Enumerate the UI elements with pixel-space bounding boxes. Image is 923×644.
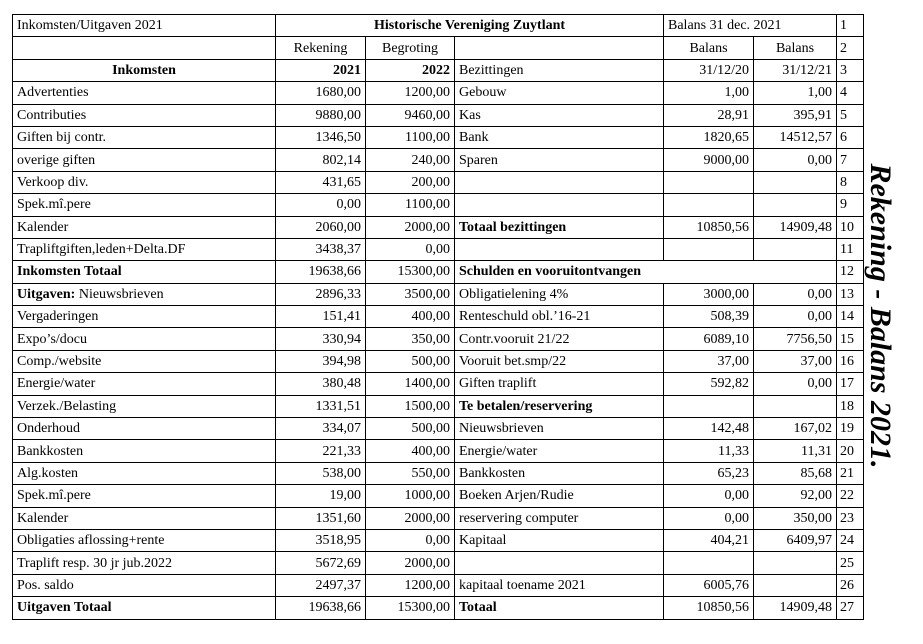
- header-row-1: [13, 15, 864, 37]
- budget-2022: 1100,00: [366, 194, 455, 216]
- row-number: 17: [837, 373, 864, 395]
- balance-2020: 65,23: [664, 462, 754, 484]
- row-label: Verkoop div.: [13, 171, 276, 193]
- table-row: [13, 574, 864, 596]
- actual-2021: 2060,00: [276, 216, 366, 238]
- balans-label-2: Balans: [754, 37, 837, 59]
- row-number: 26: [837, 574, 864, 596]
- row-number: 12: [837, 261, 864, 283]
- table-row: [13, 440, 864, 462]
- actual-2021: 1351,60: [276, 507, 366, 529]
- balance-2021: 14909,48: [754, 597, 837, 619]
- balance-2020: 404,21: [664, 529, 754, 551]
- row-label: Contributies: [13, 104, 276, 126]
- balance-2020: 1820,65: [664, 126, 754, 148]
- row-label: Alg.kosten: [13, 462, 276, 484]
- balance-2021: [754, 395, 837, 417]
- balance-2021: 0,00: [754, 306, 837, 328]
- budget-2022: 15300,00: [366, 597, 455, 619]
- row-number: 6: [837, 126, 864, 148]
- table-row: [13, 82, 864, 104]
- row-label: Traplift resp. 30 jr jub.2022: [13, 552, 276, 574]
- side-title-svg: [853, 14, 919, 619]
- balance-2021: 0,00: [754, 283, 837, 305]
- table-row: [13, 529, 864, 551]
- budget-2022: 2000,00: [366, 507, 455, 529]
- budget-2022: 1400,00: [366, 373, 455, 395]
- balance-2020: 0,00: [664, 507, 754, 529]
- row-number: 10: [837, 216, 864, 238]
- row-label: Comp./website: [13, 350, 276, 372]
- balance-2021: [754, 238, 837, 260]
- balance-label: Totaal: [455, 597, 664, 619]
- actual-2021: 380,48: [276, 373, 366, 395]
- balance-2020: 592,82: [664, 373, 754, 395]
- balance-2021: [754, 194, 837, 216]
- actual-2021: 3518,95: [276, 529, 366, 551]
- balance-2021: 14512,57: [754, 126, 837, 148]
- budget-2022: 2000,00: [366, 552, 455, 574]
- balance-label: Energie/water: [455, 440, 664, 462]
- balance-label: Kas: [455, 104, 664, 126]
- row-label: Energie/water: [13, 373, 276, 395]
- table-row: [13, 171, 864, 193]
- actual-2021: 2896,33: [276, 283, 366, 305]
- balance-label: Sparen: [455, 149, 664, 171]
- row-label: Uitgaven Totaal: [13, 597, 276, 619]
- year-budget: 2022: [366, 59, 455, 81]
- balance-label: Boeken Arjen/Rudie: [455, 485, 664, 507]
- row-label: overige giften: [13, 149, 276, 171]
- balance-2020: 28,91: [664, 104, 754, 126]
- table-row: [13, 328, 864, 350]
- balance-2021: 92,00: [754, 485, 837, 507]
- actual-2021: 0,00: [276, 194, 366, 216]
- balance-label: Contr.vooruit 21/22: [455, 328, 664, 350]
- balance-label: [455, 194, 664, 216]
- balance-2021: 6409,97: [754, 529, 837, 551]
- actual-2021: 431,65: [276, 171, 366, 193]
- balance-2020: 6089,10: [664, 328, 754, 350]
- balance-label: reservering computer: [455, 507, 664, 529]
- balance-2020: 10850,56: [664, 597, 754, 619]
- row-label: Giften bij contr.: [13, 126, 276, 148]
- balance-2020: [664, 194, 754, 216]
- bezittingen-heading: Bezittingen: [455, 59, 664, 81]
- table-row: [13, 373, 864, 395]
- row-label: Inkomsten Totaal: [13, 261, 276, 283]
- actual-2021: 5672,69: [276, 552, 366, 574]
- table-row: [13, 126, 864, 148]
- row-number: 13: [837, 283, 864, 305]
- balance-2020: [664, 395, 754, 417]
- row-number: 24: [837, 529, 864, 551]
- balance-2020: 142,48: [664, 418, 754, 440]
- actual-2021: 538,00: [276, 462, 366, 484]
- balance-label: [455, 238, 664, 260]
- balance-2020: 508,39: [664, 306, 754, 328]
- table-row: [13, 418, 864, 440]
- actual-2021: 9880,00: [276, 104, 366, 126]
- balance-2021: 85,68: [754, 462, 837, 484]
- rekening-label: Rekening: [276, 37, 366, 59]
- budget-2022: 1500,00: [366, 395, 455, 417]
- actual-2021: 802,14: [276, 149, 366, 171]
- table-row: [13, 238, 864, 260]
- row-label: Expo’s/docu: [13, 328, 276, 350]
- row-number: 1: [837, 15, 864, 37]
- balance-2021: 14909,48: [754, 216, 837, 238]
- row-label: Spek.mî.pere: [13, 485, 276, 507]
- balance-label: kapitaal toename 2021: [455, 574, 664, 596]
- row-number: 18: [837, 395, 864, 417]
- table-row: [13, 194, 864, 216]
- corner-label: Inkomsten/Uitgaven 2021: [13, 15, 276, 37]
- balance-2021: 0,00: [754, 373, 837, 395]
- row-label: Verzek./Belasting: [13, 395, 276, 417]
- budget-2022: 550,00: [366, 462, 455, 484]
- budget-2022: 9460,00: [366, 104, 455, 126]
- row-label: Bankkosten: [13, 440, 276, 462]
- actual-2021: 334,07: [276, 418, 366, 440]
- balans-label-1: Balans: [664, 37, 754, 59]
- balance-2020: [664, 238, 754, 260]
- balance-label: Kapitaal: [455, 529, 664, 551]
- row-label: Obligaties aflossing+rente: [13, 529, 276, 551]
- row-number: 15: [837, 328, 864, 350]
- balance-2021: 350,00: [754, 507, 837, 529]
- actual-2021: 1680,00: [276, 82, 366, 104]
- balance-title: Balans 31 dec. 2021: [664, 15, 837, 37]
- balance-label: Schulden en vooruitontvangen: [455, 261, 837, 283]
- balance-2020: 11,33: [664, 440, 754, 462]
- actual-2021: 1346,50: [276, 126, 366, 148]
- row-label: [13, 283, 276, 305]
- row-number: 11: [837, 238, 864, 260]
- header-row-3: [13, 59, 864, 81]
- actual-2021: 394,98: [276, 350, 366, 372]
- org-name: Historische Vereniging Zuytlant: [276, 15, 664, 37]
- actual-2021: 2497,37: [276, 574, 366, 596]
- balance-2021: 167,02: [754, 418, 837, 440]
- balance-2021: 395,91: [754, 104, 837, 126]
- table-row: [13, 462, 864, 484]
- actual-2021: 3438,37: [276, 238, 366, 260]
- balance-label: [455, 171, 664, 193]
- financial-table: [12, 14, 864, 620]
- balance-2020: 9000,00: [664, 149, 754, 171]
- inkomsten-heading: Inkomsten: [13, 59, 276, 81]
- balance-2021: [754, 574, 837, 596]
- balance-2021: 37,00: [754, 350, 837, 372]
- row-number: 19: [837, 418, 864, 440]
- budget-2022: 3500,00: [366, 283, 455, 305]
- balance-2020: 37,00: [664, 350, 754, 372]
- row-number: 8: [837, 171, 864, 193]
- balance-label: Te betalen/reservering: [455, 395, 664, 417]
- balance-2020: 0,00: [664, 485, 754, 507]
- row-label: Kalender: [13, 507, 276, 529]
- header-row-2: [13, 37, 864, 59]
- balance-2020: 1,00: [664, 82, 754, 104]
- side-title-text: Rekening - Balans 2021.: [864, 163, 897, 469]
- balance-2020: 10850,56: [664, 216, 754, 238]
- balance-2021: 0,00: [754, 149, 837, 171]
- row-number: 23: [837, 507, 864, 529]
- balance-2021: 11,31: [754, 440, 837, 462]
- balance-2020: 6005,76: [664, 574, 754, 596]
- table-row: [13, 104, 864, 126]
- budget-2022: 1000,00: [366, 485, 455, 507]
- row-number: 14: [837, 306, 864, 328]
- actual-2021: 151,41: [276, 306, 366, 328]
- budget-2022: 15300,00: [366, 261, 455, 283]
- row-number: 3: [837, 59, 864, 81]
- budget-2022: 400,00: [366, 440, 455, 462]
- row-label: Pos. saldo: [13, 574, 276, 596]
- table-row: [13, 485, 864, 507]
- row-label: Advertenties: [13, 82, 276, 104]
- row-number: 4: [837, 82, 864, 104]
- table-row: [13, 283, 864, 305]
- year-actual: 2021: [276, 59, 366, 81]
- table-row: [13, 597, 864, 619]
- balance-2021: 7756,50: [754, 328, 837, 350]
- row-label-rest: Nieuwsbrieven: [75, 286, 164, 302]
- balance-label: Renteschuld obl.’16-21: [455, 306, 664, 328]
- row-number: 22: [837, 485, 864, 507]
- balance-2021: 1,00: [754, 82, 837, 104]
- budget-2022: 200,00: [366, 171, 455, 193]
- balance-2020: 3000,00: [664, 283, 754, 305]
- balance-label: Bank: [455, 126, 664, 148]
- balance-label: Nieuwsbrieven: [455, 418, 664, 440]
- date-2020: 31/12/20: [664, 59, 754, 81]
- row-number: 5: [837, 104, 864, 126]
- balance-label: Obligatielening 4%: [455, 283, 664, 305]
- table-row: [13, 306, 864, 328]
- balance-label: Gebouw: [455, 82, 664, 104]
- row-label-bold: Uitgaven:: [17, 286, 76, 302]
- side-title: [853, 14, 919, 619]
- budget-2022: 2000,00: [366, 216, 455, 238]
- row-label: Vergaderingen: [13, 306, 276, 328]
- actual-2021: 221,33: [276, 440, 366, 462]
- table-row: [13, 552, 864, 574]
- row-number: 9: [837, 194, 864, 216]
- table-row: [13, 507, 864, 529]
- table-row: [13, 350, 864, 372]
- date-2021: 31/12/21: [754, 59, 837, 81]
- balance-2021: [754, 171, 837, 193]
- budget-2022: 240,00: [366, 149, 455, 171]
- row-number: 20: [837, 440, 864, 462]
- balance-2020: [664, 552, 754, 574]
- table-row: [13, 395, 864, 417]
- balance-label: [455, 552, 664, 574]
- balance-2020: [664, 171, 754, 193]
- actual-2021: 19,00: [276, 485, 366, 507]
- row-number: 25: [837, 552, 864, 574]
- table-row: [13, 149, 864, 171]
- budget-2022: 400,00: [366, 306, 455, 328]
- budget-2022: 1200,00: [366, 82, 455, 104]
- row-label: Onderhoud: [13, 418, 276, 440]
- actual-2021: 1331,51: [276, 395, 366, 417]
- actual-2021: 19638,66: [276, 261, 366, 283]
- table-row: [13, 216, 864, 238]
- balance-label: Bankkosten: [455, 462, 664, 484]
- row-number: 7: [837, 149, 864, 171]
- budget-2022: 0,00: [366, 529, 455, 551]
- row-number: 16: [837, 350, 864, 372]
- begroting-label: Begroting: [366, 37, 455, 59]
- row-label: Kalender: [13, 216, 276, 238]
- row-label: Spek.mî.pere: [13, 194, 276, 216]
- actual-2021: 330,94: [276, 328, 366, 350]
- row-number: 27: [837, 597, 864, 619]
- balance-2021: [754, 552, 837, 574]
- balance-label: Vooruit bet.smp/22: [455, 350, 664, 372]
- budget-2022: 1200,00: [366, 574, 455, 596]
- balance-label: Giften traplift: [455, 373, 664, 395]
- row-number: 2: [837, 37, 864, 59]
- budget-2022: 0,00: [366, 238, 455, 260]
- budget-2022: 1100,00: [366, 126, 455, 148]
- budget-2022: 350,00: [366, 328, 455, 350]
- row-label: Trapliftgiften,leden+Delta.DF: [13, 238, 276, 260]
- balance-label: Totaal bezittingen: [455, 216, 664, 238]
- table-row: [13, 261, 864, 283]
- actual-2021: 19638,66: [276, 597, 366, 619]
- row-number: 21: [837, 462, 864, 484]
- budget-2022: 500,00: [366, 350, 455, 372]
- budget-2022: 500,00: [366, 418, 455, 440]
